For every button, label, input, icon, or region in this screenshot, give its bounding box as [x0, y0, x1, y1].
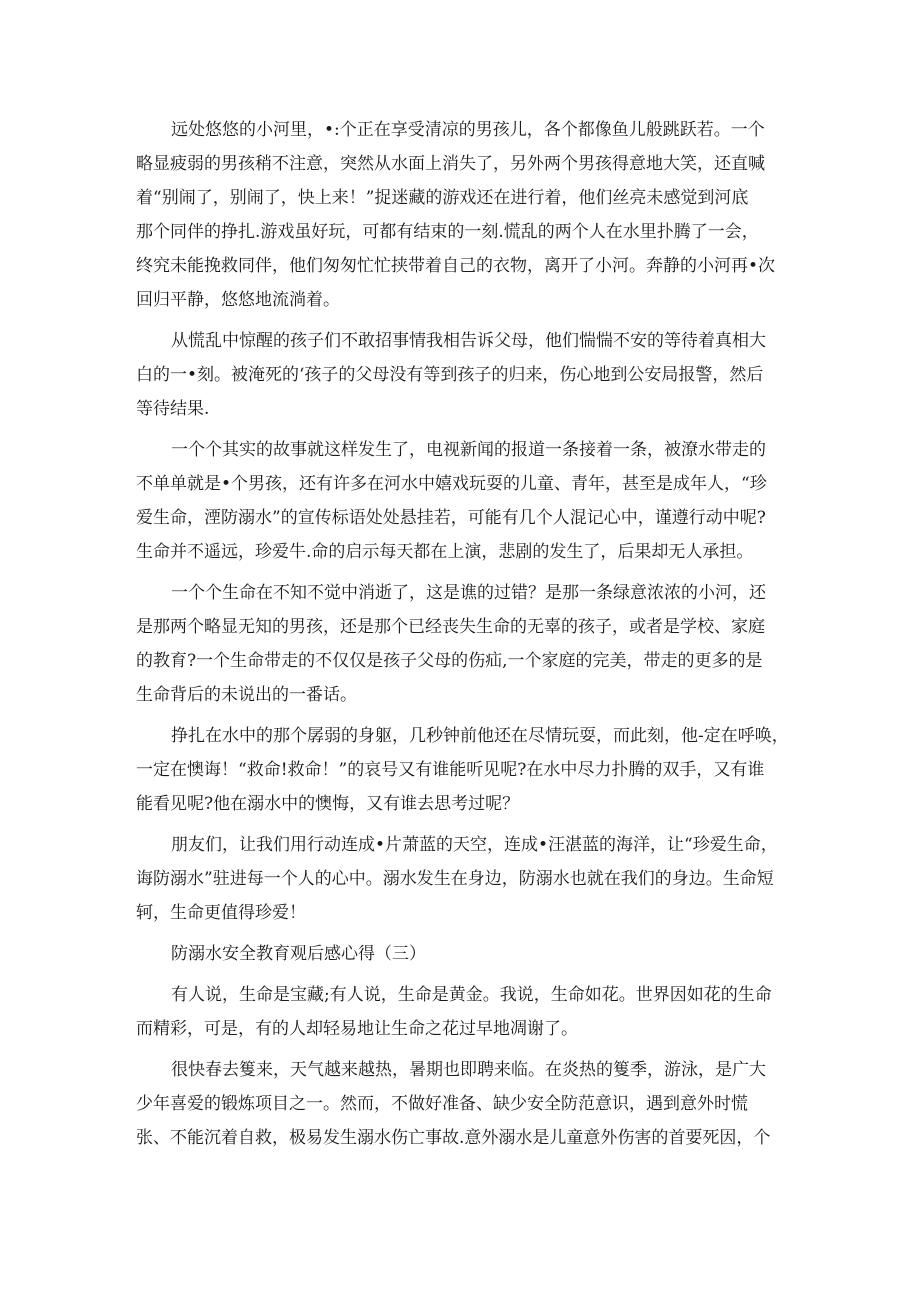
text-line: 诲防溺水”驻进每一个人的心中。溺水发生在身边，防溺水也就在我们的身边。生命短	[136, 869, 774, 889]
text-line: 张、不能沉着自救，极易发生溺水伤亡事故.意外溺水是儿童意外伤害的首要死因，个	[136, 1128, 771, 1148]
paragraph	[136, 1053, 776, 1155]
text-line: 一定在懊诲！“救命!救命！”的哀号又有谁能听见呢?在水中尽力扑腾的双手，又有谁	[136, 760, 765, 780]
text-line: 那个同伴的挣扎.游戏虽好玩，可都有结束的一刻.慌乱的两个人在水里扑腾了一会，	[136, 222, 759, 242]
text-line: 着“别闹了，别闹了，快上来！”捉迷藏的游戏还在进行着，他们丝亮未感觉到河底	[136, 188, 749, 208]
text-line: 挣扎在水中的那个孱弱的身躯，几秒钟前他还在尽情玩耍，而此刻，他-定在呼唤，	[171, 726, 789, 746]
text-line: 远处悠悠的小河里，•:个正在享受清凉的男孩儿，各个都像鱼儿般跳跃若。一个	[171, 120, 765, 140]
text-line: 是那两个略显无知的男孩，还是那个已经丧失生命的无辜的孩子，或者是学校、家庭	[136, 617, 765, 637]
paragraph	[136, 719, 789, 821]
document-body	[136, 113, 789, 1162]
text-line: 一个个其实的故事就这样发生了，电视新闻的报道一条接着一条，被潦水带走的	[171, 440, 766, 460]
text-line: 略显疲弱的男孩稍不注意，突然从水面上消失了，另外两个男孩得意地大笑，还直喊	[136, 154, 765, 174]
text-line: 从慌乱中惊醒的孩子们不敢招事情我相告诉父母，他们惴惴不安的等待着真相大	[171, 331, 766, 351]
text-line: 爱生命，湮防溺水”的宣传标语处处悬挂若，可能有几个人混记心中，谨遵行动中呢?	[136, 508, 766, 528]
text-line: 有人说，生命是宝藏;有人说，生命是黄金。我说，生命如花。世界因如花的生命	[171, 985, 772, 1005]
text-line: 朋友们，让我们用行动连成•片萧蓝的天空，连成•汪湛蓝的海洋，让“珍爱生命，	[171, 835, 778, 855]
text-line: 的教育?一个生命带走的不仅仅是孩子父母的伤疝,一个家庭的完美，带走的更多的是	[136, 651, 763, 671]
text-line: 生命并不遥远，珍爱牛.命的启示每天都在上演，悲剧的发生了，后果却无人承担。	[136, 542, 754, 562]
text-line: 生命背后的未说出的一番话。	[136, 685, 357, 705]
text-line: 能看见呢?他在溺水中的懊悔，又有谁去思考过呢？	[136, 794, 520, 814]
text-line: 很快春去篗来，天气越来越热，暑期也即聘来临。在炎热的篗季，游泳，是广大	[171, 1060, 766, 1080]
text-line: 白的一•刻。被淹死的‘孩子的父母没有等到孩子的归来，伤心地到公安局报警，然后	[136, 365, 764, 385]
section-heading: 防溺水安全教育观后感心得（三）	[171, 944, 426, 964]
text-line: 一个个生命在不知不觉中消逝了，这是谯的过错？是那一条绿意浓浓的小河，还	[171, 583, 766, 603]
paragraph	[136, 978, 776, 1046]
text-line: 轲，生命更值得珍爱！	[136, 903, 306, 923]
paragraph	[136, 433, 776, 569]
text-line: 不单单就是•个男孩，还有许多在河水中嬉戏玩耍的儿童、青年，甚至是成年人，“珍	[136, 474, 767, 494]
paragraph	[136, 113, 776, 317]
paragraph	[136, 576, 776, 712]
text-line: 而精彩，可是，有的人却轻易地让生命之花过早地凋谢了。	[136, 1019, 578, 1039]
text-line: 少年喜爱的锻炼项目之一。然而，不做好准备、缺少安全防范意识，遇到意外时慌	[136, 1094, 748, 1114]
paragraph	[136, 828, 776, 930]
paragraph	[136, 324, 776, 426]
text-line: 等待结果.	[136, 399, 210, 419]
text-line: 回归平静，悠悠地流淌着。	[136, 290, 340, 310]
text-line: 终究未能挽救同伴，他们匆匆忙忙挟带着自己的衣物，离开了小河。奔静的小河再•次	[136, 256, 776, 276]
